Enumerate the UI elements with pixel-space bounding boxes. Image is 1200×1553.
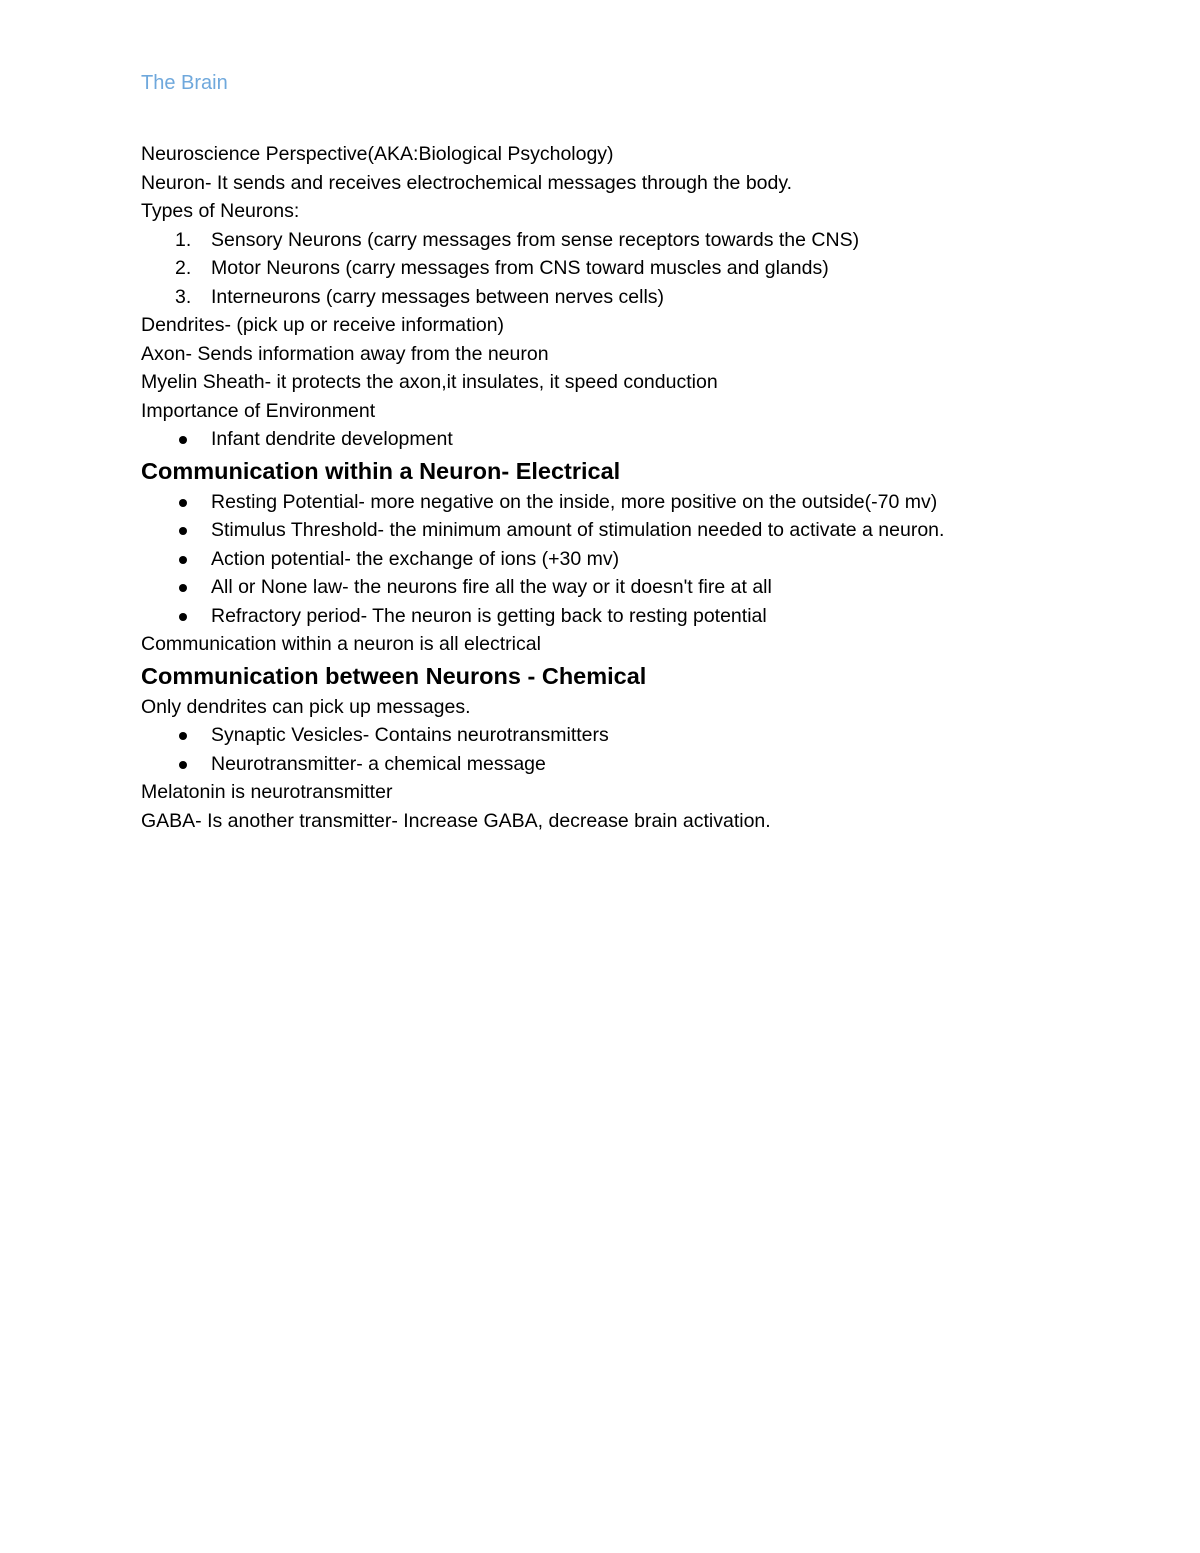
part-line-environment: Importance of Environment xyxy=(141,399,376,422)
section-heading-electrical: Communication within a Neuron- Electrical xyxy=(141,457,621,484)
list-item-text: Sensory Neurons (carry messages from sense receptors towards the CNS) xyxy=(211,228,860,251)
list-item xyxy=(141,425,1141,454)
bullet-icon xyxy=(179,732,187,740)
list-item xyxy=(141,254,1141,283)
closing-line-melatonin: Melatonin is neurotransmitter xyxy=(141,781,393,803)
bullet-icon xyxy=(179,527,187,535)
bullet-icon xyxy=(179,436,187,444)
bullet-icon xyxy=(179,499,187,507)
part-line-axon: Axon- Sends information away from the neuron xyxy=(141,342,549,365)
list-item-text: Stimulus Threshold- the minimum amount of stimulation needed to activate a neuron. xyxy=(211,519,945,541)
closing-line-gaba: GABA- Is another transmitter- Increase GABA, decrease brain activation. xyxy=(141,809,771,832)
list-item xyxy=(141,573,1141,602)
list-item-text: Synaptic Vesicles- Contains neurotransmitters xyxy=(211,724,609,746)
list-item-text: Motor Neurons (carry messages from CNS toward muscles and glands) xyxy=(211,257,829,279)
list-number: 3. xyxy=(175,285,192,308)
list-item-text: Refractory period- The neuron is getting back to resting potential xyxy=(211,604,767,627)
list-item xyxy=(141,602,1141,631)
intro-line-neuron: Neuron- It sends and receives electrochemical messages through the body. xyxy=(141,171,793,194)
list-item-text: Action potential- the exchange of ions (+30 mv) xyxy=(211,547,620,570)
list-item xyxy=(141,226,1141,255)
list-item-text: Resting Potential- more negative on the inside, more positive on the outside(-70 mv) xyxy=(211,490,938,513)
bullet-icon xyxy=(179,556,187,564)
list-item-text: Interneurons (carry messages between nerves cells) xyxy=(211,285,665,308)
list-number: 1. xyxy=(175,228,192,251)
list-item xyxy=(141,516,1141,545)
list-item xyxy=(141,721,1141,750)
list-item xyxy=(141,545,1141,574)
list-item xyxy=(141,750,1141,779)
list-item-text: All or None law- the neurons fire all the way or it doesn't fire at all xyxy=(211,576,772,598)
part-line-myelin: Myelin Sheath- it protects the axon,it insulates, it speed conduction xyxy=(141,371,718,393)
intro-line-perspective: Neuroscience Perspective(AKA:Biological Psychology) xyxy=(141,143,614,165)
electrical-bullet-list xyxy=(141,488,1141,631)
chemical-intro: Only dendrites can pick up messages. xyxy=(141,695,471,718)
list-item xyxy=(141,488,1141,517)
intro-line-types: Types of Neurons: xyxy=(141,200,300,222)
list-item xyxy=(141,283,1141,312)
list-item-text: Infant dendrite development xyxy=(211,428,453,450)
bullet-icon xyxy=(179,761,187,769)
document-body xyxy=(141,140,1141,835)
environment-bullet-list xyxy=(141,425,1141,454)
document-title: The Brain xyxy=(141,72,228,94)
list-number: 2. xyxy=(175,257,192,279)
bullet-icon xyxy=(179,613,187,621)
neuron-types-list xyxy=(141,226,1141,312)
part-line-dendrites: Dendrites- (pick up or receive information) xyxy=(141,314,505,336)
list-item-text: Neurotransmitter- a chemical message xyxy=(211,752,546,775)
electrical-summary: Communication within a neuron is all electrical xyxy=(141,633,541,655)
chemical-bullet-list xyxy=(141,721,1141,778)
section-heading-chemical: Communication between Neurons - Chemical xyxy=(141,662,647,689)
bullet-icon xyxy=(179,584,187,592)
